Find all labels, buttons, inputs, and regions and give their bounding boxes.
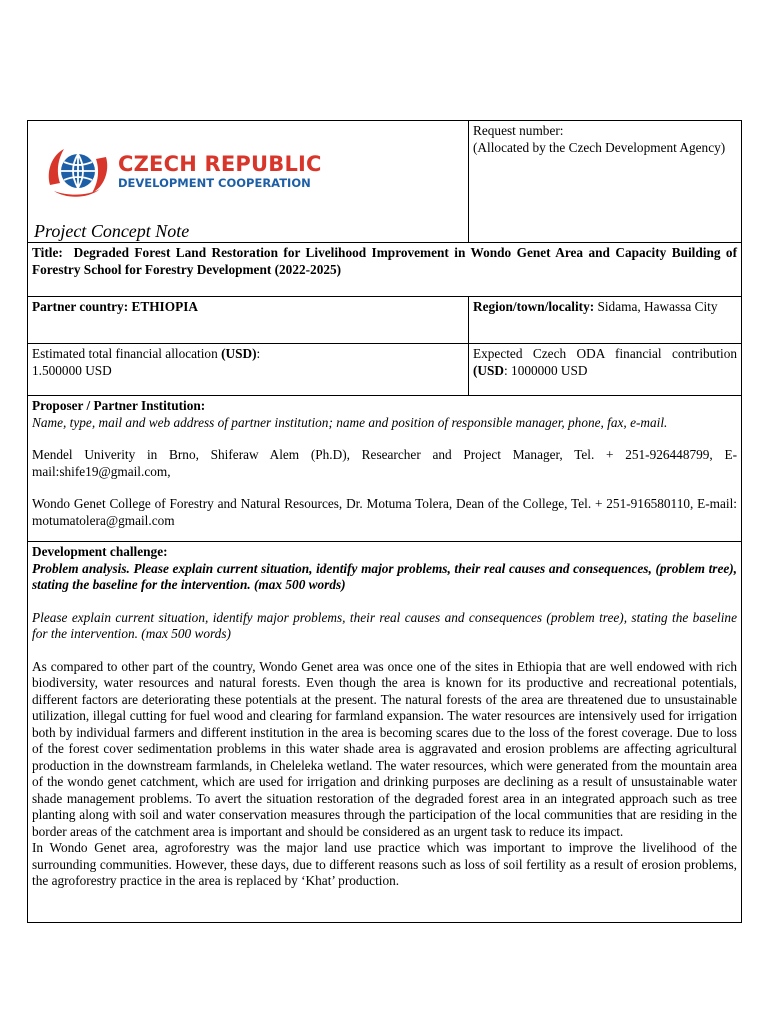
header-row	[28, 121, 742, 243]
project-title: Degraded Forest Land Restoration for Livelihood Improvement in Wondo Genet Area and Capacity Building of Forestry School for Forestry Development (2022-2025)	[32, 245, 737, 277]
concept-note-table	[27, 120, 742, 923]
partner-country-cell	[28, 297, 469, 344]
globe-hands-icon	[44, 141, 112, 201]
document-type-title: Project Concept Note	[34, 221, 190, 241]
proposer-instruction: Name, type, mail and web address of partner institution; name and position of responsible manager, phone, fax, e-mail.	[32, 414, 668, 430]
partner-row	[28, 297, 742, 344]
total-allocation-unit: (USD)	[221, 346, 257, 361]
challenge-heading: Development challenge:	[32, 544, 168, 559]
logo-subtitle: DEVELOPMENT COOPERATION	[118, 176, 311, 190]
czech-contribution-label: Expected Czech ODA financial contribution	[473, 346, 737, 361]
challenge-row	[28, 542, 742, 923]
title-cell	[28, 243, 742, 297]
logo-cell	[28, 121, 469, 243]
challenge-paragraph-2: In Wondo Genet area, agroforestry was the major land use practice which was important to improve the livelihood of the surrounding communities. However, these days, due to different reasons such as loss of soil fertility as a result of erosion problems, the agroforestry practice in the area is replaced by ‘Khat’ production.	[32, 840, 737, 888]
title-label: Title:	[32, 245, 63, 260]
czech-contribution-unit: (USD	[473, 362, 505, 378]
region-value: Sidama, Hawassa City	[597, 299, 718, 314]
region-cell	[469, 297, 742, 344]
financial-row	[28, 344, 742, 396]
partner-country-value: ETHIOPIA	[131, 299, 198, 314]
czech-development-logo	[44, 141, 464, 201]
request-number-cell	[469, 121, 742, 243]
request-number-note: (Allocated by the Czech Development Agency)	[473, 139, 726, 155]
proposer-row	[28, 396, 742, 542]
proposer-entry-mendel: Mendel Univerity in Brno, Shiferaw Alem (Ph.D), Researcher and Project Manager, Tel. + 251-926448799, E-mail:shife19@gmail.com,	[32, 447, 737, 479]
problem-analysis-instruction: Please explain current situation, identify major problems, their real causes and consequences (problem tree), stating the baseline for the intervention. (max 500 words)	[32, 609, 737, 641]
total-allocation-cell: Estimated total financial allocation (USD): 1.500000 USD	[28, 344, 469, 396]
proposer-entry-wondo-genet: Wondo Genet College of Forestry and Natural Resources, Dr. Motuma Tolera, Dean of the College, Tel. + 251-916580110, E-mail: motumatolera@gmail.com	[32, 496, 737, 528]
czech-contribution-value: : 1000000 USD	[504, 362, 588, 378]
total-allocation-value: 1.500000 USD	[32, 362, 112, 378]
logo-title: CZECH REPUBLIC	[118, 152, 322, 176]
region-label: Region/town/locality:	[473, 299, 595, 314]
challenge-paragraph-1: As compared to other part of the country, Wondo Genet area was once one of the sites in Ethiopia that are well endowed with rich biodiversity, water resources and natural forests. Even though the area is known for its productive and recreational potentials, different factors are deteriorating these potentials at the present. The natural forests of the area are threatened due to unsustainable utilization, illegal cutting for fuel wood and clearing for farmland expansion. The water resources are intensively used for irrigation both by individual farmers and different institution in the area is becoming scares due to the loss of the forest coverage. Due to loss of the forest cover sedimentation problems in this water shade area is aggravated and erosion problems are affecting agricultural production in the downstream farmlands, in Cheleleka wetland. The water resources, which were generated from the mountain area of the wondo genet catchment, which are used for irrigation and drinking purposes are declining as a result of unsustainable water shade management problems. To avert the situation restoration of the degraded forest area in an integrated approach such as tree planting along with soil and water conservation measures through the participation of the local communities that are residing in the border areas of the catchment area is important and should be considered as an urgent task to reduce its impact.	[32, 658, 737, 839]
total-allocation-label: Estimated total financial allocation	[32, 346, 218, 361]
czech-contribution-cell	[469, 344, 742, 396]
partner-country-label: Partner country:	[32, 299, 129, 314]
title-row	[28, 243, 742, 297]
request-number-label: Request number:	[473, 123, 564, 138]
challenge-cell	[28, 542, 742, 923]
problem-analysis-prompt: Problem analysis. Please explain current situation, identify major problems, their real causes and consequences, (problem tree), stating the baseline for the intervention. (max 500 words)	[32, 560, 737, 592]
proposer-heading: Proposer / Partner Institution:	[32, 398, 206, 413]
proposer-cell	[28, 396, 742, 542]
